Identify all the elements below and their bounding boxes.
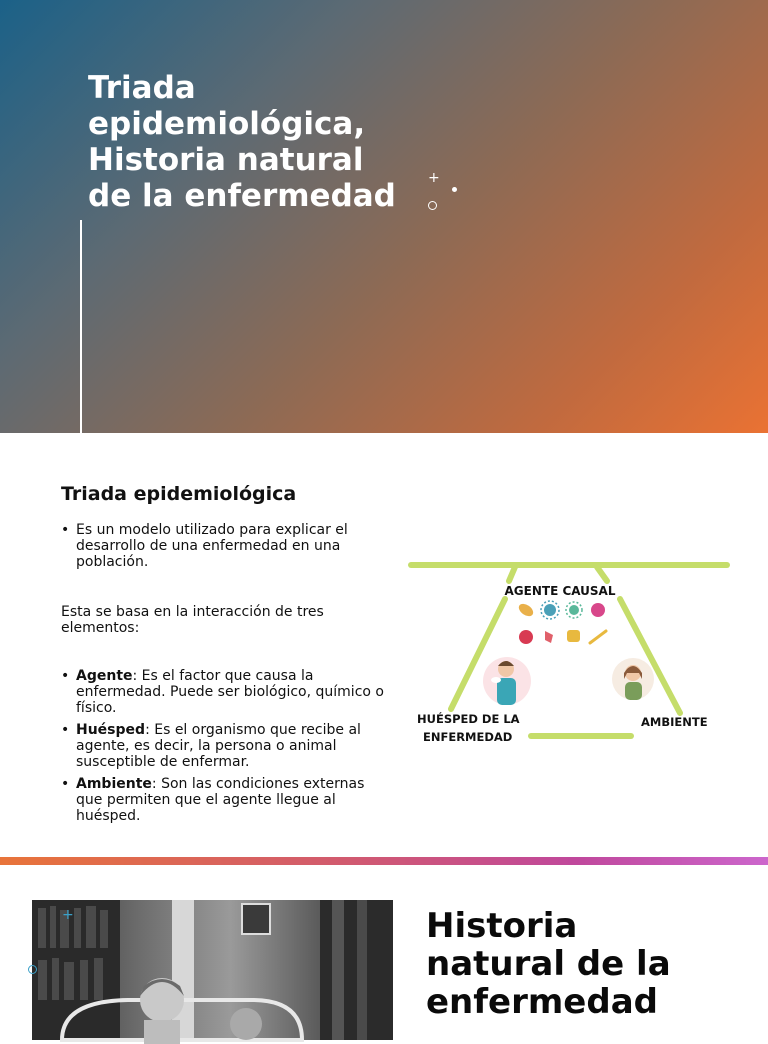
germ-icon [567, 630, 580, 642]
circle-icon [28, 965, 37, 974]
plus-icon: + [428, 170, 440, 186]
virus-icon [569, 605, 579, 615]
germ-icons [517, 601, 606, 644]
title-line: enfermedad [426, 982, 658, 1022]
title-slide [0, 0, 768, 433]
virus-icon [544, 604, 556, 616]
environment-illustration [612, 658, 654, 700]
host-illustration [483, 657, 531, 705]
agent-label: AGENTE CAUSAL [504, 584, 616, 598]
title-line: epidemiológica, [88, 106, 366, 142]
title-line: de la enfermedad [88, 178, 396, 214]
slide-title [426, 907, 671, 1021]
germ-icon [590, 631, 606, 643]
environment-label: AMBIENTE [641, 715, 708, 729]
slide-title [88, 70, 448, 214]
gradient-divider [0, 857, 768, 865]
term-desc: : Son las condiciones externas que permiten que el agente llegue al huésped. [76, 776, 365, 824]
term: Huésped [76, 722, 146, 738]
triad-slide [0, 433, 768, 858]
photo-scene [32, 900, 393, 1040]
paragraph: Esta se basa en la interacción de tres elementos: [61, 604, 324, 636]
historical-photo [32, 900, 393, 1040]
title-line: Historia natural [88, 142, 364, 178]
bacteria-icon [517, 601, 536, 618]
virus-icon [591, 603, 605, 617]
germ-icon [545, 631, 553, 643]
term-desc: : Es el organismo que recibe al agente, es decir, la persona o animal susceptible de enfermar. [76, 722, 361, 770]
natural-history-slide [0, 865, 768, 1024]
diagram-connector [597, 567, 607, 581]
triad-text [61, 522, 391, 876]
diagram-connector [509, 567, 515, 581]
circle-icon [428, 201, 437, 210]
list-item [61, 776, 391, 824]
vertical-divider [80, 220, 82, 433]
title-line: Historia [426, 906, 578, 946]
list-item [61, 668, 391, 716]
germ-icon [519, 630, 533, 644]
triad-diagram [405, 551, 735, 761]
term: Agente [76, 668, 133, 684]
host-label: ENFERMEDAD [423, 730, 513, 744]
title-line: natural de la [426, 944, 671, 984]
host-label: HUÉSPED DE LA [417, 712, 520, 726]
title-line: Triada [88, 70, 196, 106]
list-item: • Es un modelo utilizado para explicar el desarrollo de una enfermedad en una población. [61, 522, 391, 570]
section-heading: Triada epidemiológica [61, 483, 297, 505]
term-desc: : Es el factor que causa la enfermedad. Puede ser biológico, químico o físico. [76, 668, 384, 716]
plus-icon: + [62, 907, 74, 923]
list-item [61, 722, 391, 770]
dot-icon [452, 187, 457, 192]
term: Ambiente [76, 776, 152, 792]
